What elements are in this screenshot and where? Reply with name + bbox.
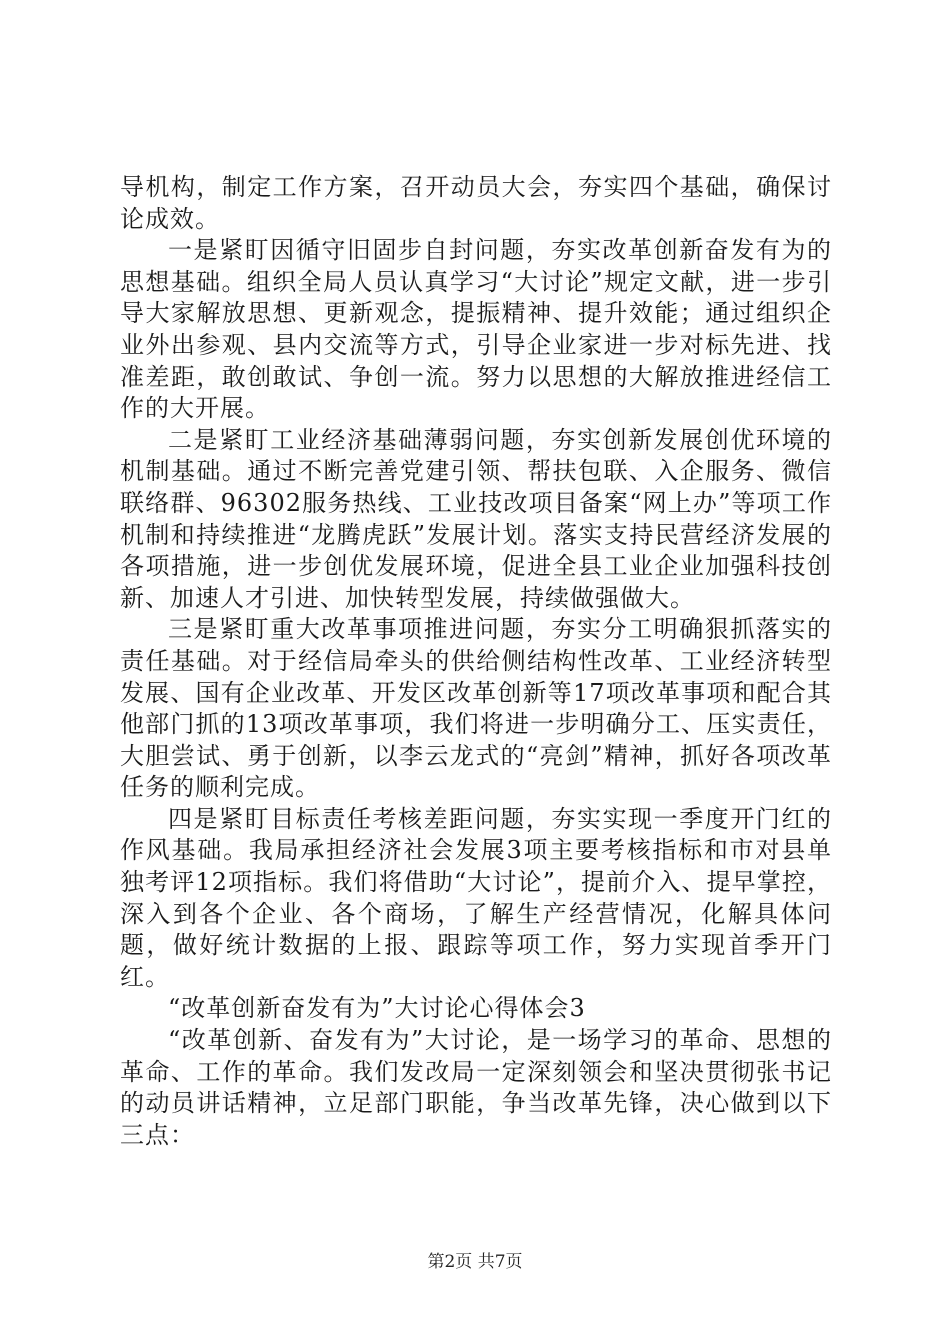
paragraph-4: 三是紧盯重大改革事项推进问题，夯实分工明确狠抓落实的责任基础。对于经信局牵头的供给侧结构性改革、工业经济转型发展、国有企业改革、开发区改革创新等17项改革事项和配合其他部门抓的13项改革事项，我们将进一步明确分工、压实责任，大胆尝试、勇于创新，以李云龙式的“亮剑”精神，抓好各项改革任务的顺利完成。 [120,615,832,802]
paragraph-5: 四是紧盯目标责任考核差距问题，夯实实现一季度开门红的作风基础。我局承担经济社会发展3项主要考核指标和市对县单独考评12项指标。我们将借助“大讨论”，提前介入、提早掌控，深入到各个企业、各个商场，了解生产经营情况，化解具体问题，做好统计数据的上报、跟踪等项工作，努力实现首季开门红。 [120,804,832,991]
page-number-footer: 第2页 共7页 [427,1252,523,1272]
paragraph-1: 导机构，制定工作方案，召开动员大会，夯实四个基础，确保讨论成效。 [120,173,832,233]
paragraph-7: “改革创新、奋发有为”大讨论，是一场学习的革命、思想的革命、工作的革命。我们发改局一定深刻领会和坚决贯彻张书记的动员讲话精神，立足部门职能，争当改革先锋，决心做到以下三点： [120,1026,832,1149]
paragraph-3: 二是紧盯工业经济基础薄弱问题，夯实创新发展创优环境的机制基础。通过不断完善党建引领、帮扶包联、入企服务、微信联络群、96302服务热线、工业技改项目备案“网上办”等项工作机制和持续推进“龙腾虎跃”发展计划。落实支持民营经济发展的各项措施，进一步创优发展环境，促进全县工业企业加强科技创新、加速人才引进、加快转型发展，持续做强做大。 [120,425,832,612]
paragraph-2: 一是紧盯因循守旧固步自封问题，夯实改革创新奋发有为的思想基础。组织全局人员认真学习“大讨论”规定文献，进一步引导大家解放思想、更新观念，提振精神、提升效能；通过组织企业外出参观、县内交流等方式，引导企业家进一步对标先进、找准差距，敢创敢试、争创一流。努力以思想的大解放推进经信工作的大开展。 [120,236,832,423]
section-heading: “改革创新奋发有为”大讨论心得体会3 [168,994,586,1023]
document-body [120,172,832,1151]
